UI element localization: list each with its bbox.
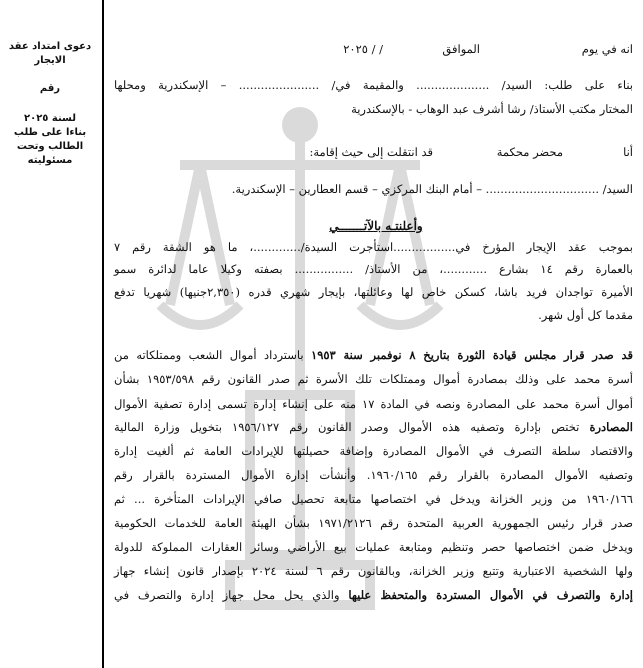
sidebar [0, 0, 104, 668]
decree-line-7 [114, 492, 633, 506]
decree-text: صدر قرار رئيس الجمهورية العربية المتحدة رقم ١٩٧١/٢١٢٦ بشأن الهيئة العامة للخدمات الحكومية [114, 516, 633, 530]
decree-bold-text: المصادرة [589, 420, 633, 434]
decree-line-9 [114, 540, 633, 554]
ana-label: أنا [623, 145, 633, 159]
date-value: / / ٢٠٢٥ [343, 42, 383, 56]
decree-line-10 [114, 564, 633, 578]
decree-text: تختص بإدارة وتصفيه هذه الأموال وصدر القانون رقم ١٩٥٦/١٢٧ بتخويل وزارة المالية [114, 420, 590, 434]
decree-text: باسترداد أموال الشعب وممتلكاته من [114, 348, 312, 362]
decree-line-1 [114, 348, 633, 362]
petition-line-2: المختار مكتب الأستاذ/ رشا أشرف عبد الوهاب - بالإسكندرية [351, 102, 633, 116]
decree-line-11 [114, 588, 633, 602]
petition-line-1: بناء على طلب: السيد/ .................... والمقيمة في/ ...................... – الإسكندرية ومحلها [114, 78, 633, 92]
decree-text: أسرة محمد على وذلك بمصادرة أموال وممتلكات تلك الأسرة ثم صدر القانون رقم ١٩٥٣/٥٩٨ بشأن [114, 372, 633, 386]
decree-text: والاقتصاد سلطة التصرف في الأموال المصادرة وإضافة حصيلتها للإيرادات العامة ثم ألغيت إدارة [114, 444, 633, 458]
decree-line-6 [114, 468, 633, 482]
decree-text: والذي يحل محل جهاز إدارة والتصرف في [114, 588, 349, 602]
case-note: بناءا على طلب الطالب وتحت مسئوليته [13, 127, 87, 166]
petition-line-3 [114, 145, 638, 161]
date-line [114, 42, 638, 58]
body-line-3: الأميرة تواجدان فريد باشا، كسكن خاص لها وعائلتها، بإيجار شهري قدره (٢,٣٥٠جنيها) شهريا تدفع [114, 285, 633, 299]
body-line-1: بموجب عقد الإيجار المؤرخ في.................استأجرت السيدة/.............، ما هو الشقة رقم ٧ [114, 240, 633, 254]
body-line-4: مقدما كل أول شهر. [538, 308, 633, 322]
petition-line-4: السيد/ ............................... – أمام البنك المركزي – قسم العطارين – الإسكندرية. [231, 182, 633, 196]
decree-text: وتصفيه الأموال المصادرة بالقرار رقم ١٩٦٠/١٦٥. وأنشأت إدارة الأموال المستردة بالقرار رقم [114, 468, 634, 482]
notice-heading: وأعلنتـه بالآتـــــــي [329, 219, 423, 233]
decree-line-3 [114, 397, 633, 411]
decree-line-2 [114, 372, 633, 386]
decree-text: أموال أسرة محمد على المصادرة ونصه في المادة ١٧ منه على إنشاء إدارة تسمى إدارة تصفية الأموال [114, 397, 633, 411]
case-year-label: لسنة ٢٠٢٥ [24, 113, 76, 124]
decree-bold-text: قد صدر قرار مجلس قيادة الثورة بتاريخ ٨ نوفمبر سنة ١٩٥٣ [311, 348, 633, 362]
moved-label: قد انتقلت إلى حيث إقامة: [309, 145, 433, 159]
bailiff-label: محضر محكمة [496, 145, 563, 159]
case-title: دعوى امتداد عقد الايجار [8, 41, 92, 66]
body-line-2: بالعمارة رقم ١٤ بشارع ............، من الأستاذ/ ................ بصفته وكيلا عاما لدائرة سمو [114, 262, 633, 276]
decree-line-5 [114, 444, 633, 458]
decree-text: ١٩٦٠/١٦٦ من وزير الخزانة ويدخل في اختصاصها متابعة تحصيل صافي الإيرادات المتأخرة ... ثم [114, 492, 633, 506]
decree-text: ويدخل ضمن اختصاصها حصر وتنظيم ومتابعة عمليات بيع الأراضي وسائر العقارات المملوكة للدولة [114, 540, 633, 554]
decree-line-8 [114, 516, 633, 530]
case-number-label: رقم [39, 83, 61, 94]
decree-line-4 [114, 420, 633, 434]
decree-text: ولها الشخصية الاعتبارية وتتبع وزير الخزانة، وبالقانون رقم ٦ لسنة ٢٠٢٤ بإصدار قانون إنشاء جهاز [114, 564, 633, 578]
day-label: انه في يوم [581, 42, 633, 56]
decree-bold-text: إدارة والتصرف في الأموال المستردة والمتحفظ عليها [348, 588, 633, 602]
corresponding-label: الموافق [442, 42, 480, 56]
